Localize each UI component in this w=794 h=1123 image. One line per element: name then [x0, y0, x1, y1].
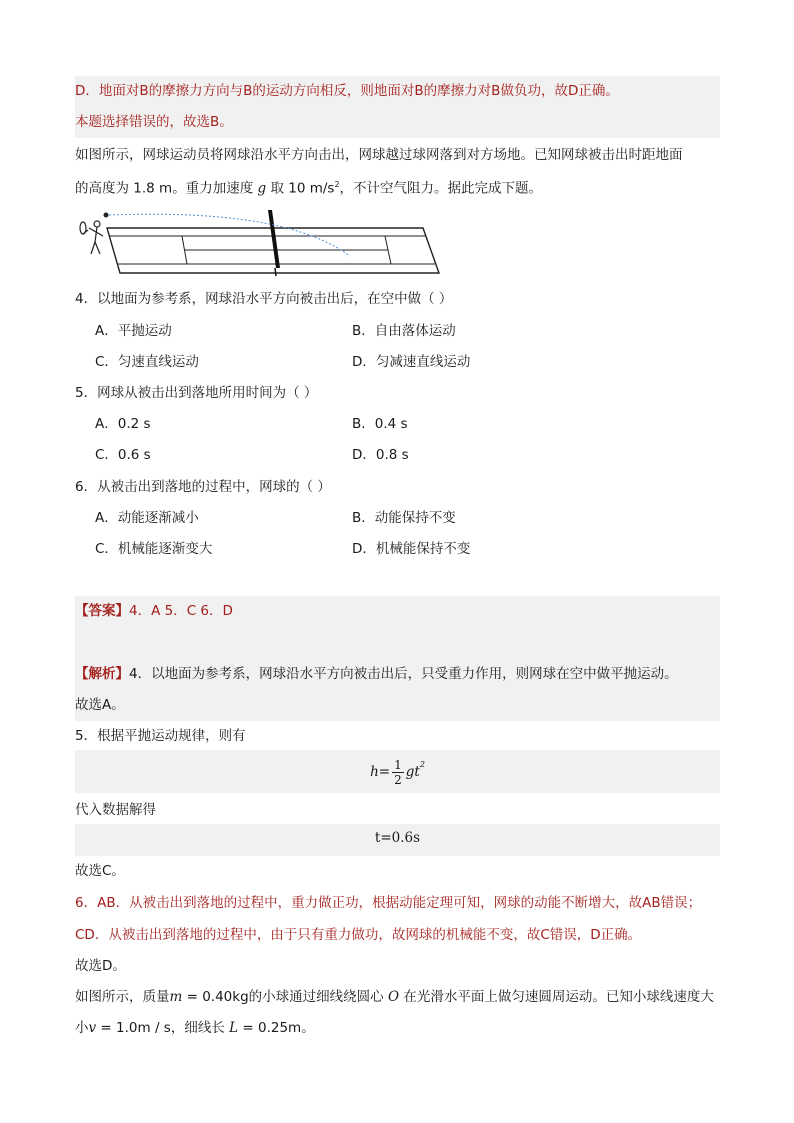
question-4-option-b: B．自由落体运动 [352, 323, 456, 339]
analysis-line-4: 【解析】4．以地面为参考系，网球沿水平方向被击出后，只受重力作用，则网球在空中做平抛运动。 [75, 666, 678, 682]
previous-answer-line-d: D．地面对B的摩擦力方向与B的运动方向相反，则地面对B的摩擦力对B做负功，故D正确。 [75, 83, 619, 99]
question-5-option-a: A．0.2 s [95, 416, 151, 432]
analysis-substitute: 代入数据解得 [75, 802, 156, 818]
analysis-line-6-ab: 6．AB．从被击出到落地的过程中，重力做正功，根据动能定理可知，网球的动能不断增大，故AB错误； [75, 895, 702, 911]
next-intro-line-1: 如图所示，质量m = 0.40kg的小球通过细线绕圆心 O 在光滑水平面上做匀速圆周运动。已知小球线速度大 [75, 989, 714, 1005]
analysis-choose-d: 故选D。 [75, 958, 126, 974]
analysis-choose-a: 故选A。 [75, 697, 125, 713]
result-t: t=0.6s [374, 830, 421, 846]
question-4-option-c: C．匀速直线运动 [95, 354, 199, 370]
question-6-option-c: C．机械能逐渐变大 [95, 541, 213, 557]
question-4-option-a: A．平抛运动 [95, 323, 172, 339]
tennis-ball [104, 213, 109, 218]
question-6-option-b: B．动能保持不变 [352, 510, 456, 526]
question-6-stem: 6．从被击出到落地的过程中，网球的（ ） [75, 479, 331, 495]
player-figure [80, 221, 103, 254]
question-4-option-d: D．匀减速直线运动 [352, 354, 471, 370]
question-5-option-d: D．0.8 s [352, 447, 409, 463]
question-4-stem: 4．以地面为参考系，网球沿水平方向被击出后，在空中做（ ） [75, 291, 453, 307]
intro-line-2: 的高度为 1.8 m。重力加速度 g 取 10 $m/s^2$，不计空气阻力。据此完成下题。 [75, 180, 543, 197]
question-6-option-a: A．动能逐渐减小 [95, 510, 199, 526]
analysis-choose-c: 故选C。 [75, 863, 125, 879]
question-6-option-d: D．机械能保持不变 [352, 541, 471, 557]
next-intro-line-2: 小v = 1.0m / s，细线长 L = 0.25m。 [75, 1020, 315, 1036]
analysis-line-6-cd: CD．从被击出到落地的过程中，由于只有重力做功，故网球的机械能不变，故C错误，D正确。 [75, 927, 642, 943]
previous-answer-conclusion: 本题选择错误的，故选B。 [75, 114, 233, 130]
intro-line-1: 如图所示，网球运动员将网球沿水平方向击出，网球越过球网落到对方场地。已知网球被击出时距地面 [75, 147, 683, 163]
analysis-line-5: 5．根据平抛运动规律，则有 [75, 728, 246, 744]
question-5-option-b: B．0.4 s [352, 416, 408, 432]
tennis-court-figure [75, 206, 445, 278]
question-5-option-c: C．0.6 s [95, 447, 151, 463]
question-5-stem: 5．网球从被击出到落地所用时间为（ ） [75, 385, 318, 401]
answer-line: 【答案】4．A 5．C 6．D [75, 603, 233, 619]
tennis-net [268, 210, 280, 268]
formula-h-equals-half-gt2: h = $\frac{1}{2}$ gt $^2$ [370, 757, 425, 787]
